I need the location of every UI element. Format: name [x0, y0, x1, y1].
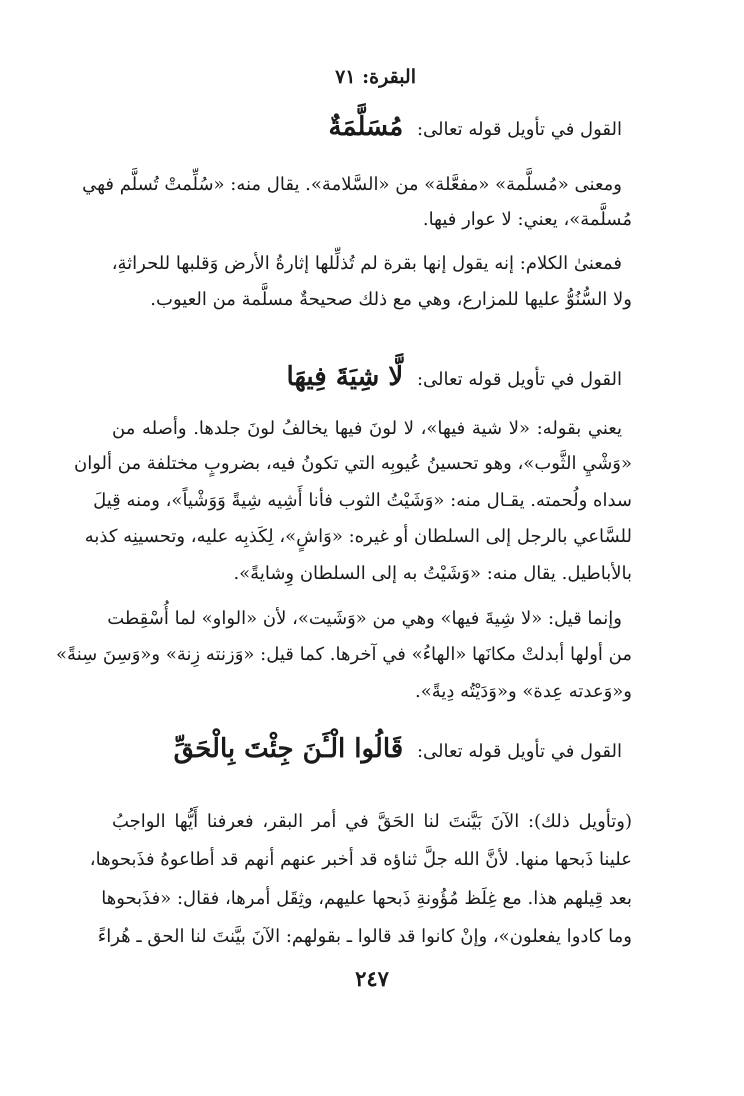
paragraph-line: «وَشْيِ الثَّوب»، وهو تحسينُ عُيوبِه التي تكونُ فيه، بضروبٍ مختلفة من ألوان — [74, 453, 632, 474]
section-heading-2 — [287, 360, 622, 397]
paragraph-line: و«وَعدته عِدة» و«وَدَيْتُه دِيةً». — [415, 681, 632, 702]
section-heading-1 — [329, 110, 623, 147]
heading-prefix: القول في تأويل قوله تعالى: — [416, 369, 622, 390]
quran-verse: مُسَلَّمَةٌ — [328, 112, 404, 142]
page-number: ٢٤٧ — [355, 966, 389, 991]
running-header: البقرة: ٧١ — [335, 66, 416, 88]
paragraph-line: من أولها أبدلتْ مكانَها «الهاءُ» في آخرها. كما قيل: «وَزنته زِنة» و«وَسِنَ سِنةً» — [56, 644, 632, 665]
quran-verse: لَّا شِيَةَ فِيهَا — [286, 362, 404, 392]
paragraph-line: ومعنى «مُسلَّمة» «مفعَّلة» من «السَّلامة». يقال منه: «سُلِّمتْ تُسلَّم فهي — [82, 174, 622, 195]
paragraph-line: وما كادوا يفعلون»، وإنْ كانوا قد قالوا ـ بقولهم: الآنَ بيَّنتَ لنا الحق ـ هُراءً — [97, 926, 632, 947]
heading-prefix: القول في تأويل قوله تعالى: — [416, 741, 622, 762]
quran-verse: قَالُوا الْـَٔنَ جِئْتَ بِالْحَقِّ — [173, 734, 404, 764]
paragraph-line: سداه ولُحمته. يقـال منه: «وَشَيْتُ الثوب فأنا أَشِيه شِيةً وَوَشْياً»، ومنه قِيلَ — [93, 490, 632, 511]
paragraph-line: يعني بقوله: «لا شية فيها»، لا لونَ فيها يخالفُ لونَ جلدها. وأصله من — [112, 418, 622, 439]
paragraph-line: وإنما قيل: «لا شِيةَ فيها» وهي من «وَشَيت»، لأن «الواو» لما أُسْقِطت — [107, 608, 622, 629]
paragraph-line: فمعنىٰ الكلام: إنه يقول إنها بقرة لم تُذلِّلها إثارةُ الأرض وَقلبها للحراثةِ، — [111, 253, 622, 274]
heading-prefix: القول في تأويل قوله تعالى: — [416, 119, 622, 140]
paragraph-line: (وتأويل ذلك): الآنَ بَيَّنتَ لنا الحَقَّ في أمر البقر، فعرفنا أَيُّها الواجبُ — [112, 811, 632, 832]
paragraph-line: علينا ذَبحها منها. لأنَّ الله جلَّ ثناؤه قد أخبر عنهم أنهم قد أطاعوهُ فذَبحوها، — [89, 849, 632, 870]
section-heading-3 — [174, 732, 622, 769]
paragraph-line: بالأباطيل. يقال منه: «وَشَيْتُ به إلى السلطان وِشايةً». — [233, 563, 632, 584]
paragraph-line: بعد قِيلهم هذا. مع غِلَظ مُؤُونةِ ذَبحها عليهم، وثِقَل أمرها، فقال: «فذَبحوها — [101, 888, 632, 909]
paragraph-line: للسَّاعي بالرجل إلى السلطان أو غيره: «وَاشٍ»، لِكَذبِه عليه، وتحسينِه كذبه — [84, 526, 632, 547]
paragraph-line: مُسلَّمة»، يعني: لا عوار فيها. — [422, 209, 632, 230]
paragraph-line: ولا السُّنُوُّ عليها للمزارع، وهي مع ذلك صحيحةٌ مسلَّمة من العيوب. — [150, 289, 632, 310]
